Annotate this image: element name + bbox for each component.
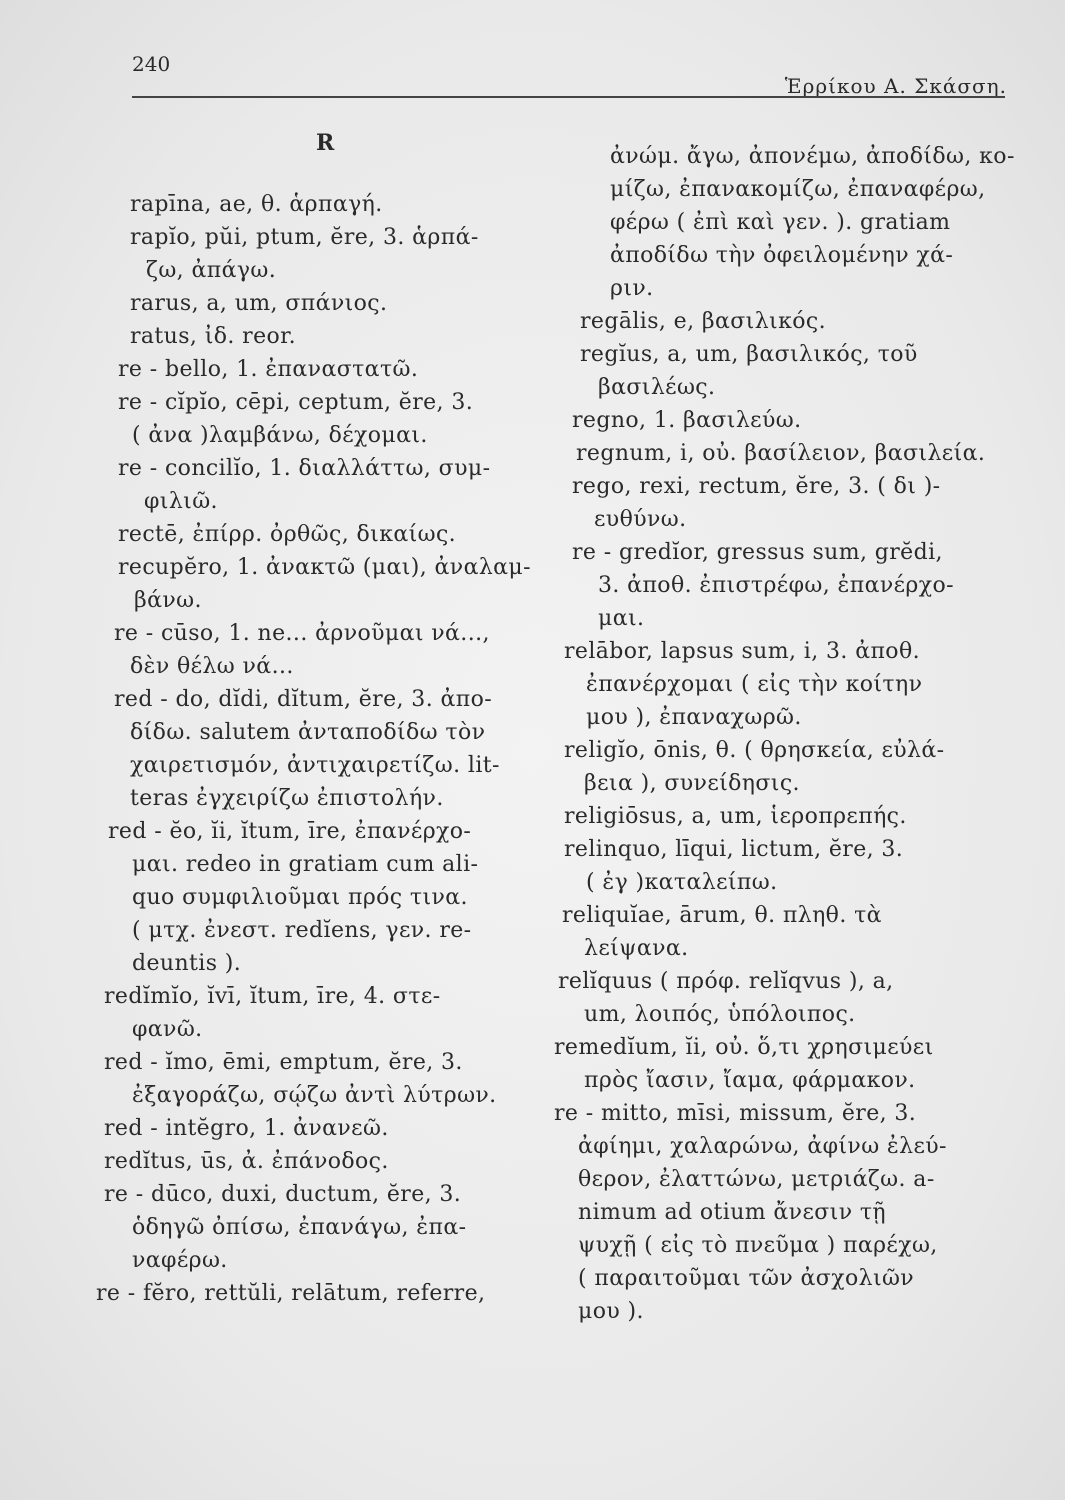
entry-line: relĭquus ( πρόφ. relĭqvus ), a, [558,969,894,994]
entry-line: re - mitto, mīsi, missum, ĕre, 3. [554,1101,917,1126]
entry-line: reliquĭae, ārum, θ. πληθ. τὰ [562,903,882,928]
entry-line: rectē, ἐπίρρ. ὀρθῶς, δικαίως. [118,522,457,547]
page-number: 240 [132,52,171,76]
running-head: Ἑρρίκου Α. Σκάσση. [784,74,1007,98]
entry-line: βασιλέως. [598,375,716,400]
entry-line: quo συμφιλιοῦμαι πρός τινα. [132,885,468,910]
entry-line: θερον, ἐλαττώνω, μετριάζω. a- [578,1167,935,1192]
entry-line: ζω, ἀπάγω. [146,258,277,283]
entry-line: ( ἐγ )καταλείπω. [586,870,778,895]
entry-line: ἐπανέρχομαι ( εἰς τὴν κοίτην [586,672,923,697]
entry-line: redĭtus, ūs, ἀ. ἐπάνοδος. [104,1149,389,1174]
entry-line: religiōsus, a, um, ἱεροπρεπής. [564,804,907,829]
entry-line: re - dūco, duxi, ductum, ĕre, 3. [104,1182,462,1207]
entry-line: ἀφίημι, χαλαρώνω, ἀφίνω ἐλεύ- [578,1134,947,1159]
entry-line: ριν. [610,276,654,301]
entry-line: rapīna, ae, θ. ἁρπαγή. [130,192,383,217]
entry-line: re - fĕro, rettŭli, relātum, referre, [96,1281,486,1306]
entry-line: ( παραιτοῦμαι τῶν ἀσχολιῶν [578,1266,915,1291]
entry-line: rego, rexi, rectum, ĕre, 3. ( δι )- [572,474,941,499]
left-column [96,188,546,1310]
entry-line: μαι. [598,606,645,631]
entry-line: rarus, a, um, σπάνιος. [130,291,388,316]
entry-line: φέρω ( ἐπὶ καὶ γεν. ). gratiam [610,210,951,235]
entry-line: re - cĭpĭo, cēpi, ceptum, ĕre, 3. [118,390,474,415]
entry-line: re - gredĭor, gressus sum, grĕdi, [572,540,943,565]
header-rule [132,96,1005,98]
entry-line: βεια ), συνείδησις. [584,771,800,796]
entry-line: relinquo, līqui, lictum, ĕre, 3. [564,837,904,862]
entry-line: nimum ad otium ἄνεσιν τῇ [578,1200,887,1225]
entry-line: ψυχῇ ( εἰς τὸ πνεῦμα ) παρέχω, [578,1233,938,1258]
entry-line: red - ĕo, ĭi, ĭtum, īre, ἐπανέρχο- [108,819,472,844]
entry-line: redĭmĭo, ĭvī, ĭtum, īre, 4. στε- [104,984,441,1009]
entry-line: deuntis ). [132,951,242,976]
entry-line: μαι. redeo in gratiam cum ali- [132,852,479,877]
entry-line: φιλιῶ. [144,489,218,514]
entry-line: recupĕro, 1. ἀνακτῶ (μαι), ἀναλαμ- [118,555,531,580]
entry-line: regnum, i, οὐ. βασίλειον, βασιλεία. [576,441,986,466]
section-letter: R [316,130,335,156]
entry-line: re - cūso, 1. ne... ἀρνοῦμαι νά..., [114,621,490,646]
entry-line: ἀνώμ. ἄγω, ἀπονέμω, ἀποδίδω, κο- [610,144,1015,169]
entry-line: λείψανα. [584,936,689,961]
entry-line: ἐξαγοράζω, σῴζω ἀντὶ λύτρων. [132,1083,497,1108]
entry-line: um, λοιπός, ὑπόλοιπος. [584,1002,856,1027]
entry-line: regno, 1. βασιλεύω. [572,408,802,433]
entry-line: μου ). [578,1299,644,1324]
entry-line: δὲν θέλω νά... [130,654,294,679]
entry-line: red - do, dĭdi, dĭtum, ĕre, 3. ἀπο- [114,687,493,712]
entry-line: βάνω. [134,588,202,613]
right-column [554,140,1015,1328]
entry-line: re - bello, 1. ἐπαναστατῶ. [118,357,419,382]
entry-line: teras ἐγχειρίζω ἐπιστολήν. [130,786,444,811]
entry-line: ratus, ἰδ. reor. [130,324,297,349]
entry-line: religĭo, ōnis, θ. ( θρησκεία, εὐλά- [564,738,945,763]
entry-line: regĭus, a, um, βασιλικός, τοῦ [580,342,918,367]
entry-line: πρὸς ἴασιν, ἴαμα, φάρμακον. [584,1068,916,1093]
entry-line: ( ἀνα )λαμβάνω, δέχομαι. [132,423,428,448]
entry-line: regālis, e, βασιλικός. [580,309,826,334]
entry-line: re - concilĭo, 1. διαλλάττω, συμ- [118,456,491,481]
entry-line: χαιρετισμόν, ἀντιχαιρετίζω. lit- [130,753,500,778]
entry-line: red - ĭmo, ēmi, emptum, ĕre, 3. [104,1050,463,1075]
entry-line: ὁδηγῶ ὀπίσω, ἐπανάγω, ἐπα- [132,1215,467,1240]
entry-line: ἀποδίδω τὴν ὀφειλομένην χά- [610,243,954,268]
entry-line: red - intĕgro, 1. ἀνανεῶ. [104,1116,389,1141]
entry-line: μου ), ἐπαναχωρῶ. [586,705,802,730]
entry-line: ( μτχ. ἐνεστ. redĭens, γεν. re- [132,918,472,943]
entry-line: 3. ἀποθ. ἐπιστρέφω, ἐπανέρχο- [598,573,954,598]
entry-line: ναφέρω. [132,1248,228,1273]
entry-line: μίζω, ἐπανακομίζω, ἐπαναφέρω, [610,177,986,202]
entry-line: φανῶ. [132,1017,203,1042]
entry-line: remedĭum, ĭi, οὐ. ὅ,τι χρησιμεύει [554,1035,934,1060]
entry-line: relābor, lapsus sum, i, 3. ἀποθ. [564,639,920,664]
entry-line: rapĭo, pŭi, ptum, ĕre, 3. ἁρπά- [130,225,479,250]
entry-line: ευθύνω. [594,507,687,532]
entry-line: δίδω. salutem ἀνταποδίδω τὸν [130,720,486,745]
